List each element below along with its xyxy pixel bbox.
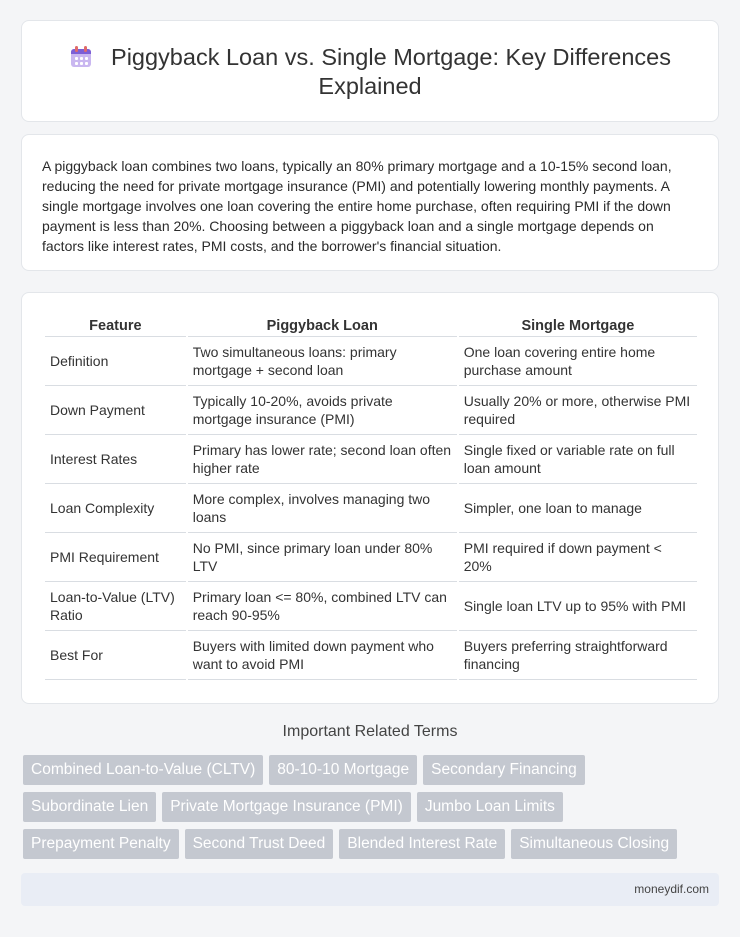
related-terms xyxy=(23,755,713,866)
table-row xyxy=(45,533,697,582)
cell-single: PMI required if down payment < 20% xyxy=(459,533,697,582)
term-row xyxy=(23,755,713,785)
page-title-wrap xyxy=(62,43,678,101)
table-row xyxy=(45,631,697,680)
cell-piggyback: No PMI, since primary loan under 80% LTV xyxy=(188,533,457,582)
term-tag[interactable]: Secondary Financing xyxy=(423,755,585,785)
intro-paragraph: A piggyback loan combines two loans, typically an 80% primary mortgage and a 10-15% second loan, reducing the need for private mortgage insurance (PMI) and potentially lowering monthly payments. A single mortgage involves one loan covering the entire home purchase, often requiring PMI if the down payment is less than 20%. Choosing between a piggyback loan and a single mortgage depends on factors like interest rates, PMI costs, and the borrower's financial situation. xyxy=(42,158,672,254)
cell-feature: Interest Rates xyxy=(45,435,186,484)
term-tag[interactable]: Second Trust Deed xyxy=(185,829,334,859)
cell-feature: Loan Complexity xyxy=(45,484,186,533)
header-piggyback: Piggyback Loan xyxy=(188,317,457,337)
header-single: Single Mortgage xyxy=(459,317,697,337)
title-card xyxy=(21,20,719,122)
cell-piggyback: Typically 10-20%, avoids private mortgage insurance (PMI) xyxy=(188,386,457,435)
table-row xyxy=(45,435,697,484)
cell-single: One loan covering entire home purchase amount xyxy=(459,337,697,386)
term-tag[interactable]: Private Mortgage Insurance (PMI) xyxy=(162,792,411,822)
cell-piggyback: Two simultaneous loans: primary mortgage + second loan xyxy=(188,337,457,386)
related-terms-title: Important Related Terms xyxy=(282,723,458,740)
term-row xyxy=(23,792,713,822)
table-row xyxy=(45,582,697,631)
intro-card xyxy=(21,134,719,271)
cell-feature: PMI Requirement xyxy=(45,533,186,582)
term-tag[interactable]: 80-10-10 Mortgage xyxy=(269,755,417,785)
cell-piggyback: Buyers with limited down payment who want to avoid PMI xyxy=(188,631,457,680)
term-row xyxy=(23,829,713,859)
cell-feature: Definition xyxy=(45,337,186,386)
table-row xyxy=(45,386,697,435)
footer-site: moneydif.com xyxy=(634,882,709,896)
term-tag[interactable]: Subordinate Lien xyxy=(23,792,156,822)
term-tag[interactable]: Simultaneous Closing xyxy=(511,829,677,859)
comparison-card xyxy=(21,292,719,704)
table-row xyxy=(45,337,697,386)
table-header-row xyxy=(45,317,697,337)
cell-single: Buyers preferring straightforward financing xyxy=(459,631,697,680)
cell-single: Single fixed or variable rate on full loan amount xyxy=(459,435,697,484)
cell-single: Single loan LTV up to 95% with PMI xyxy=(459,582,697,631)
cell-piggyback: More complex, involves managing two loans xyxy=(188,484,457,533)
cell-piggyback: Primary loan <= 80%, combined LTV can reach 90-95% xyxy=(188,582,457,631)
header-feature: Feature xyxy=(45,317,186,337)
cell-single: Simpler, one loan to manage xyxy=(459,484,697,533)
page-title: Piggyback Loan vs. Single Mortgage: Key Differences Explained xyxy=(111,44,671,99)
footer xyxy=(21,873,719,906)
cell-feature: Loan-to-Value (LTV) Ratio xyxy=(45,582,186,631)
cell-single: Usually 20% or more, otherwise PMI required xyxy=(459,386,697,435)
term-tag[interactable]: Jumbo Loan Limits xyxy=(417,792,563,822)
cell-feature: Down Payment xyxy=(45,386,186,435)
term-tag[interactable]: Prepayment Penalty xyxy=(23,829,179,859)
cell-piggyback: Primary has lower rate; second loan often higher rate xyxy=(188,435,457,484)
cell-feature: Best For xyxy=(45,631,186,680)
term-tag[interactable]: Blended Interest Rate xyxy=(339,829,505,859)
calendar-icon xyxy=(69,46,91,68)
table-row xyxy=(45,484,697,533)
term-tag[interactable]: Combined Loan-to-Value (CLTV) xyxy=(23,755,263,785)
comparison-table xyxy=(43,317,699,680)
